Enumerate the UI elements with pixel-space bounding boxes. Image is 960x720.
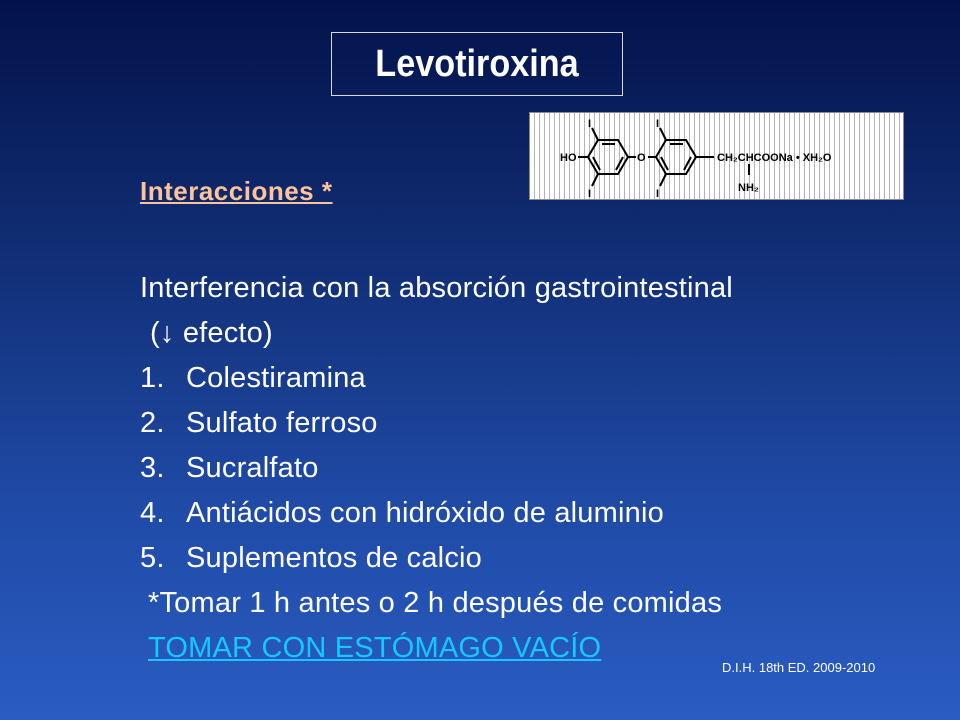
list-number: 4. [140,497,165,529]
effect-note: (↓ efecto) [150,317,273,349]
list-item [140,536,733,581]
iodine-label-4: I [656,188,660,200]
list-text: Colestiramina [186,362,366,394]
list-item [140,491,733,536]
list-number: 2. [140,407,165,439]
iodine-label-1: I [588,118,592,130]
chemical-structure-image [529,112,904,200]
intro-line: Interferencia con la absorción gastrointestinal [140,272,733,304]
list-number: 1. [140,362,165,394]
list-text: Suplementos de calcio [186,542,482,574]
list-number: 5. [140,542,165,574]
list-text: Antiácidos con hidróxido de aluminio [186,497,664,529]
levothyroxine-structure-drawing [530,113,905,201]
list-item [140,446,733,491]
side-chain-label: CH₂CHCOONa • XH₂O [717,152,832,164]
list-item [140,356,733,401]
slide-title: Levotiroxina [375,42,579,85]
list-text: Sucralfato [186,452,319,484]
ho-label: HO [560,152,577,164]
title-box [331,32,623,96]
slide-body [140,266,733,671]
timing-note: *Tomar 1 h antes o 2 h después de comidas [148,587,723,619]
interactions-heading: Interacciones * [140,176,333,206]
list-item [140,401,733,446]
nh2-label: NH₂ [738,182,759,194]
iodine-label-3: I [656,118,660,130]
empty-stomach-link[interactable]: TOMAR CON ESTÓMAGO VACÍO [148,632,602,664]
list-text: Sulfato ferroso [186,407,378,439]
list-number: 3. [140,452,165,484]
o-label: O [637,152,646,164]
citation: D.I.H. 18th ED. 2009-2010 [722,660,876,675]
iodine-label-2: I [588,188,592,200]
